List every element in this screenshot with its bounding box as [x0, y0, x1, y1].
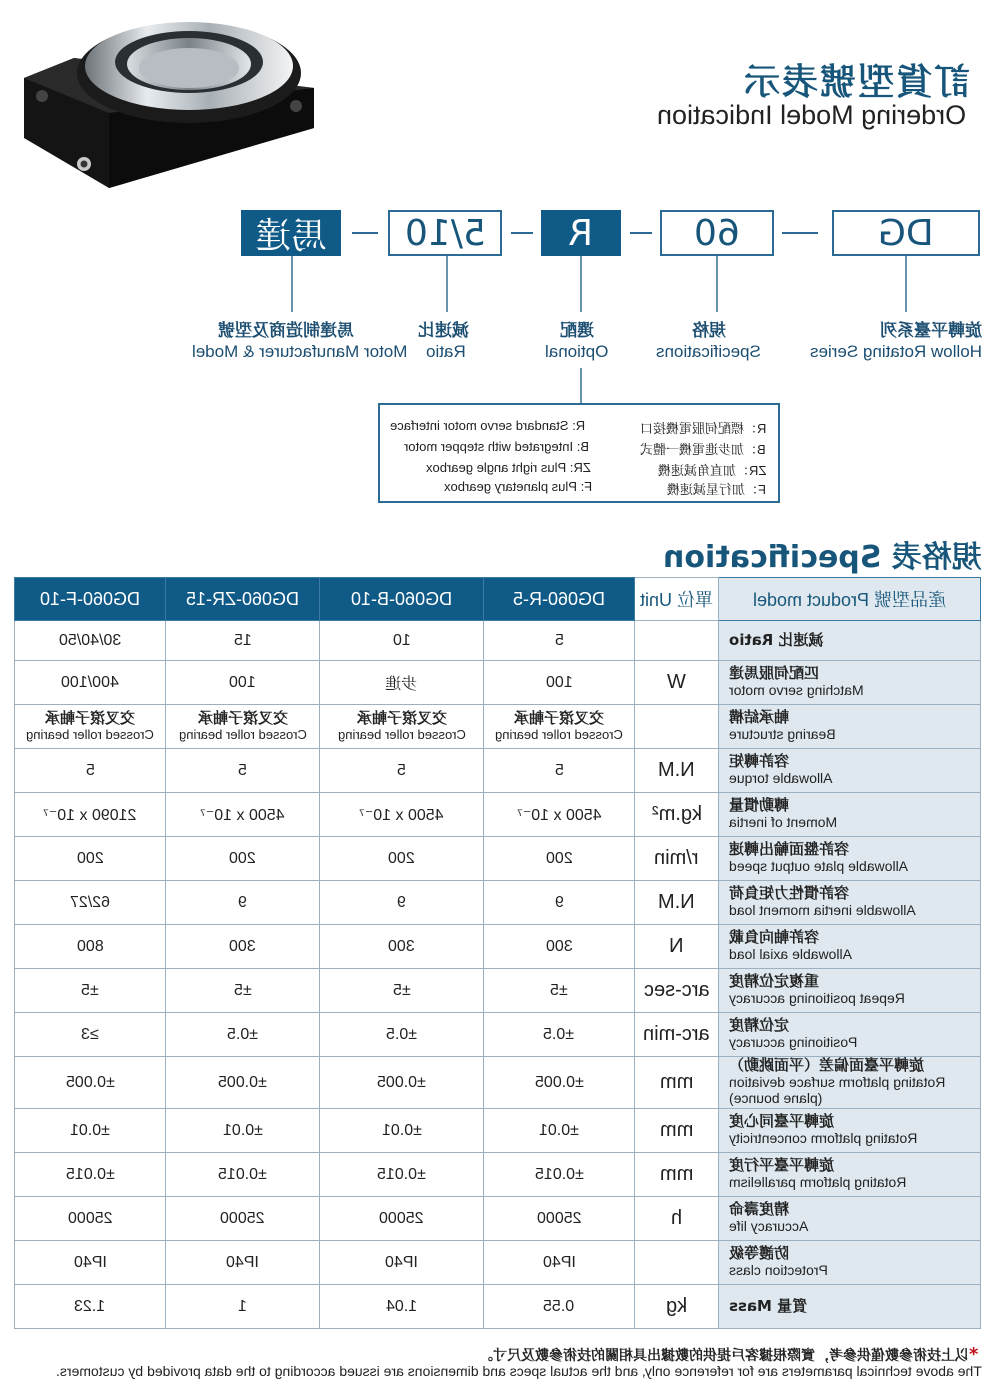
spec-value: 交叉滾子軸承 Crossed roller bearing — [166, 705, 320, 749]
code-box-motor: 馬達 — [241, 210, 341, 256]
spec-value: ±0.5 — [166, 1013, 320, 1057]
spec-row — [15, 793, 981, 837]
spec-value: ≥3 — [15, 1013, 166, 1057]
spec-unit: arc-sec — [635, 969, 719, 1013]
label-series-en: Hollow Rotating Series — [810, 342, 982, 361]
spec-value: 25000 — [166, 1197, 320, 1241]
label-spec-cn: 規格 — [692, 321, 726, 341]
spec-unit: h — [635, 1197, 719, 1241]
connector-line — [580, 256, 582, 312]
spec-value: 9 — [484, 881, 635, 925]
spec-param: 容許軸向負載 Allowable axial load — [719, 925, 981, 969]
label-ratio-en: Ratio — [426, 342, 466, 361]
spec-unit — [635, 621, 719, 661]
model-header: DG060-B-10 — [320, 578, 484, 621]
spec-value: ±5 — [166, 969, 320, 1013]
label-optional-en: Optional — [545, 342, 609, 361]
spec-param: 重複定位精度 Repeat positioning accuracy — [719, 969, 981, 1013]
spec-row — [15, 837, 981, 881]
spec-value: IP40 — [15, 1241, 166, 1285]
spec-row — [15, 881, 981, 925]
spec-value: ±0.015 — [320, 1153, 484, 1197]
footnote-cn: *以上技術參數僅供參考，實際根據客戶提供的數據出具相關的技術參數及尺寸。 — [478, 1344, 978, 1365]
spec-value: ±5 — [320, 969, 484, 1013]
spec-param: 防護等級 Protection class — [719, 1241, 981, 1285]
spec-value: 200 — [320, 837, 484, 881]
spec-row — [15, 749, 981, 793]
spec-row — [15, 1197, 981, 1241]
spec-value: 5 — [320, 749, 484, 793]
spec-value: IP40 — [484, 1241, 635, 1285]
spec-value: 25000 — [320, 1197, 484, 1241]
optional-legend-box — [378, 403, 780, 503]
spec-value: 交叉滾子軸承 Crossed roller bearing — [320, 705, 484, 749]
spec-value: 300 — [166, 925, 320, 969]
code-separator — [511, 232, 533, 234]
spec-unit: mm — [635, 1109, 719, 1153]
spec-value: ±0.005 — [166, 1057, 320, 1109]
spec-table — [14, 577, 981, 1329]
spec-param: 質量 Mass — [719, 1285, 981, 1329]
spec-param: 匹配伺服馬達 Matching servo motor — [719, 661, 981, 705]
spec-param: 精度壽命 Accuracy life — [719, 1197, 981, 1241]
spec-value: 交叉滾子軸承 Crossed roller bearing — [484, 705, 635, 749]
spec-row — [15, 1241, 981, 1285]
spec-value: 4500 x 10⁻⁷ — [166, 793, 320, 837]
spec-value: 交叉滾子軸承 Crossed roller bearing — [15, 705, 166, 749]
spec-value: ±5 — [484, 969, 635, 1013]
option-row: R：標配伺服電機接口 R: Standard servo motor interface — [390, 418, 766, 436]
spec-value: 1 — [166, 1285, 320, 1329]
spec-row — [15, 1285, 981, 1329]
spec-value: ±5 — [15, 969, 166, 1013]
spec-value: 9 — [320, 881, 484, 925]
connector-line — [446, 256, 448, 312]
spec-value: 400/100 — [15, 661, 166, 705]
spec-param: 旋轉平臺平行度 Rotating platform parallelism — [719, 1153, 981, 1197]
model-header: DG060-ZR-15 — [166, 578, 320, 621]
code-separator — [352, 232, 378, 234]
spec-value: ±0.01 — [166, 1109, 320, 1153]
spec-row — [15, 1013, 981, 1057]
spec-unit: r/min — [635, 837, 719, 881]
spec-unit: W — [635, 661, 719, 705]
spec-value: IP40 — [166, 1241, 320, 1285]
spec-value: ±0.5 — [484, 1013, 635, 1057]
spec-param: 定位精度 Positioning accuracy — [719, 1013, 981, 1057]
spec-param: 旋轉平臺同心度 Rotating platform concentricity — [719, 1109, 981, 1153]
connector-line — [580, 368, 582, 404]
spec-value: 200 — [166, 837, 320, 881]
spec-value: ±0.01 — [320, 1109, 484, 1153]
model-header: DG060-R-5 — [484, 578, 635, 621]
spec-row — [15, 661, 981, 705]
option-row: ZR：加直角減速機 ZR: Plus right angle gearbox — [426, 460, 766, 478]
code-separator — [630, 232, 652, 234]
spec-unit — [635, 1241, 719, 1285]
spec-value: 62/27 — [15, 881, 166, 925]
spec-value: ±0.5 — [320, 1013, 484, 1057]
spec-value: 15 — [166, 621, 320, 661]
spec-param: 軸承結構 Bearing structure — [719, 705, 981, 749]
spec-value: ±0.005 — [15, 1057, 166, 1109]
spec-value: 100 — [166, 661, 320, 705]
spec-value: 5 — [166, 749, 320, 793]
spec-row — [15, 705, 981, 749]
label-series-cn: 旋轉平臺系列 — [880, 321, 982, 341]
rotary-table-image — [14, 18, 324, 198]
spec-value: 25000 — [484, 1197, 635, 1241]
spec-value: ±0.01 — [15, 1109, 166, 1153]
spec-value: 200 — [484, 837, 635, 881]
connector-line — [905, 256, 907, 312]
code-separator — [782, 232, 818, 234]
spec-value: 1.04 — [320, 1285, 484, 1329]
spec-unit: mm — [635, 1153, 719, 1197]
spec-value: 300 — [320, 925, 484, 969]
spec-param: 旋轉平臺面偏差（平面跳動） Rotating platform surface deviation (plane bounce) — [719, 1057, 981, 1109]
spec-unit: mm — [635, 1057, 719, 1109]
option-row: F：加行星減速機 F: Plus planetary gearbox — [444, 479, 766, 497]
spec-value: ±0.015 — [484, 1153, 635, 1197]
spec-unit: N.M — [635, 749, 719, 793]
spec-value: 800 — [15, 925, 166, 969]
spec-row — [15, 1109, 981, 1153]
spec-value: ±0.005 — [320, 1057, 484, 1109]
option-row: B：加步進電機一體式 B: Integrated with stepper motor — [404, 439, 766, 457]
spec-row — [15, 969, 981, 1013]
spec-row — [15, 925, 981, 969]
label-ratio-cn: 減速比 — [418, 321, 469, 341]
spec-value: 4500 x 10⁻⁷ — [484, 793, 635, 837]
footnote-star: * — [968, 1344, 978, 1365]
spec-row — [15, 1153, 981, 1197]
unit-header: 單位 Unit — [635, 578, 719, 621]
spec-value: 5 — [484, 749, 635, 793]
spec-value: 200 — [15, 837, 166, 881]
spec-unit — [635, 705, 719, 749]
spec-value: 30/40/50 — [15, 621, 166, 661]
spec-header-row — [15, 578, 981, 621]
spec-value: 21090 x 10⁻⁷ — [15, 793, 166, 837]
connector-line — [716, 256, 718, 312]
spec-value: 4500 x 10⁻⁷ — [320, 793, 484, 837]
ordering-title-cn: 訂貨型號表示 — [741, 62, 970, 103]
spec-value: 300 — [484, 925, 635, 969]
code-box-optional: R — [541, 210, 621, 256]
spec-row — [15, 1057, 981, 1109]
label-motor-en: Motor Manufacturer & Model — [192, 342, 408, 361]
spec-param: 容許轉矩 Allowable torque — [719, 749, 981, 793]
spec-param: 容許慣性力矩負荷 Allowable inertia moment load — [719, 881, 981, 925]
spec-value: ±0.015 — [166, 1153, 320, 1197]
code-box-spec: 60 — [660, 210, 774, 256]
footnote-en: The above technical parameters are for reference only, and the actual specs and dimensions are issued according to the data provided by customers. — [56, 1363, 982, 1379]
spec-value: ±0.015 — [15, 1153, 166, 1197]
spec-value: 9 — [166, 881, 320, 925]
spec-title: 規格表 Specification — [663, 540, 982, 575]
spec-value: ±0.01 — [484, 1109, 635, 1153]
spec-param: 容許盤面輸出轉速 Allowable plate output speed — [719, 837, 981, 881]
spec-value: 100 — [484, 661, 635, 705]
code-box-ratio: 5/10 — [388, 210, 502, 256]
spec-value: ±0.005 — [484, 1057, 635, 1109]
model-header: DG060-F-10 — [15, 578, 166, 621]
spec-unit: arc-min — [635, 1013, 719, 1057]
spec-value: 0.55 — [484, 1285, 635, 1329]
connector-line — [291, 256, 293, 312]
spec-value: 10 — [320, 621, 484, 661]
label-motor-cn: 馬達制造商及型號 — [218, 321, 354, 341]
spec-unit: N — [635, 925, 719, 969]
spec-value: 步進 — [320, 661, 484, 705]
spec-value: IP40 — [320, 1241, 484, 1285]
spec-value: 5 — [484, 621, 635, 661]
spec-unit: kg — [635, 1285, 719, 1329]
code-box-series: DG — [832, 210, 980, 256]
spec-unit: kg.m² — [635, 793, 719, 837]
param-header: 產品型號 Product model — [719, 578, 981, 621]
spec-param: 減速比 Ratio — [719, 621, 981, 661]
ordering-title-en: Ordering Model Indication — [656, 100, 966, 130]
spec-unit: N.M — [635, 881, 719, 925]
label-spec-en: Specifications — [656, 342, 761, 361]
spec-value: 5 — [15, 749, 166, 793]
spec-param: 轉動慣量 Moment of inertia — [719, 793, 981, 837]
spec-value: 1.23 — [15, 1285, 166, 1329]
spec-row — [15, 621, 981, 661]
label-optional-cn: 選配 — [560, 321, 594, 341]
spec-value: 25000 — [15, 1197, 166, 1241]
